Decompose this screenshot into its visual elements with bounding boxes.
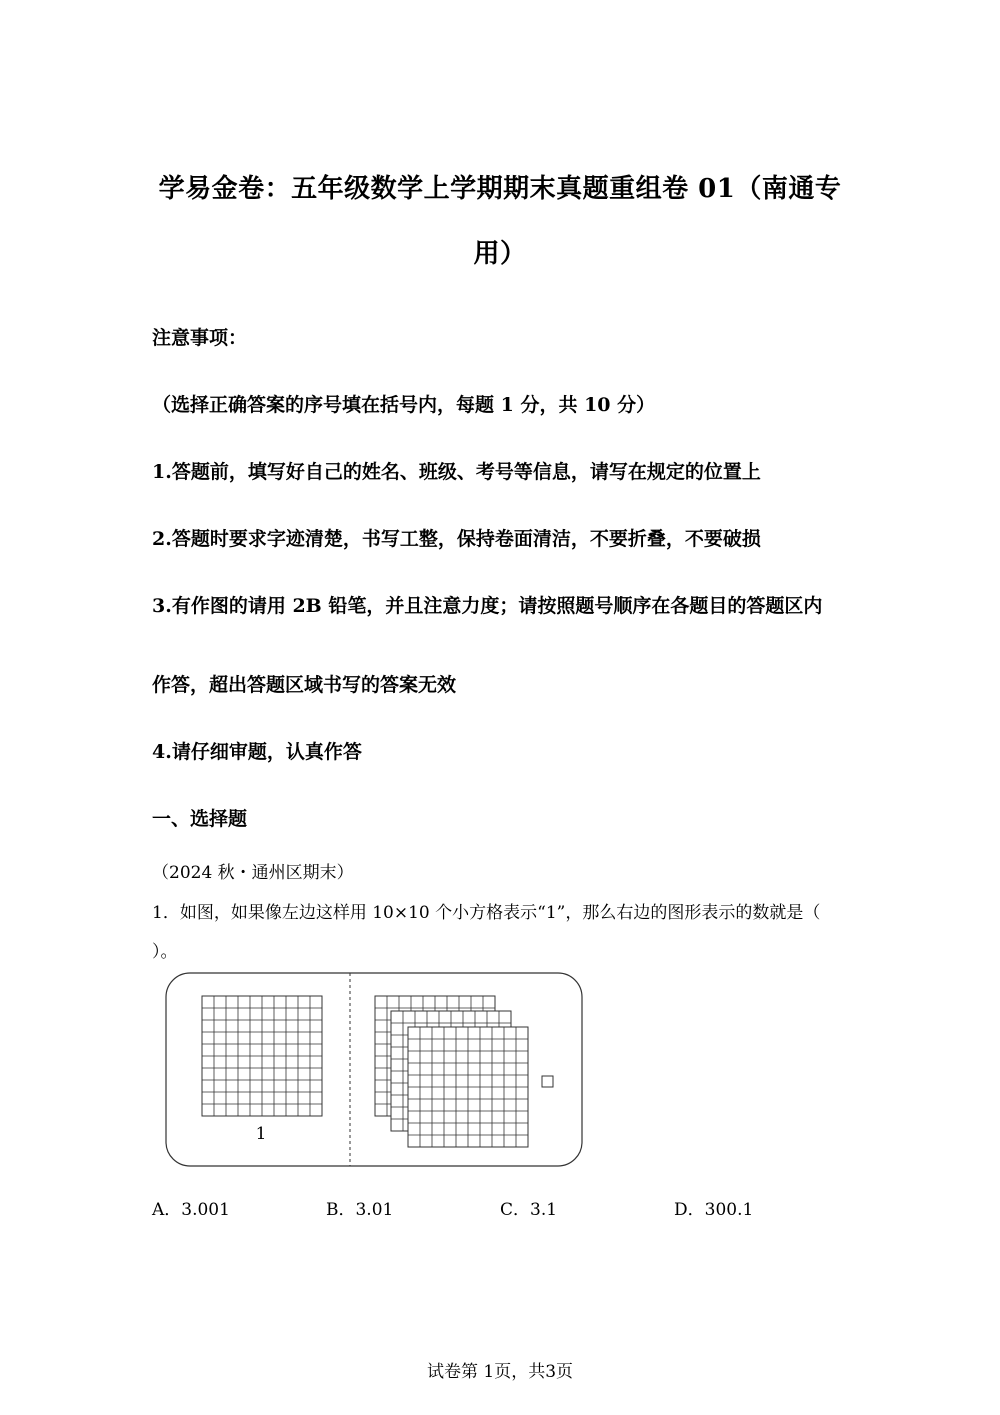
stacked-grid-3 — [408, 1027, 528, 1147]
notice-item-1: 1.答题前，填写好自己的姓名、班级、考号等信息，请写在规定的位置上 — [152, 461, 761, 483]
notice-subheading: （选择正确答案的序号填在括号内，每题 1 分，共 10 分） — [152, 394, 656, 416]
option-a: A．3.001 — [152, 1200, 230, 1220]
notice-item-4: 4.请仔细审题，认真作答 — [152, 741, 362, 763]
section-title: 一、选择题 — [152, 808, 248, 830]
notice-item-3: 3.有作图的请用 2B 铅笔，并且注意力度；请按照题号顺序在各题目的答题区内 — [152, 595, 823, 617]
figure-label-one: 1 — [255, 1124, 267, 1144]
page-footer: 试卷第 1页，共3页 — [426, 1362, 574, 1382]
page-title-line-2: 用） — [473, 239, 527, 269]
grid-group — [202, 996, 528, 1147]
question-source: （2024 秋・通州区期末） — [152, 863, 354, 883]
question-stem-line-2: ）。 — [152, 942, 178, 962]
option-b: B．3.01 — [326, 1200, 394, 1220]
notice-item-3-continued: 作答，超出答题区域书写的答案无效 — [152, 674, 457, 696]
notice-heading: 注意事项： — [152, 327, 248, 349]
notice-item-2: 2.答题时要求字迹清楚，书写工整，保持卷面清洁，不要折叠，不要破损 — [152, 528, 761, 550]
question-figure — [165, 971, 585, 1169]
single-small-square — [542, 1076, 553, 1087]
unit-grid-left — [202, 996, 322, 1116]
option-d: D．300.1 — [674, 1200, 754, 1220]
page-title-line-1: 学易金卷：五年级数学上学期期末真题重组卷 01（南通专 — [158, 174, 842, 204]
question-stem-line-1: 1．如图，如果像左边这样用 10×10 个小方格表示“1”，那么右边的图形表示的数就是（ — [152, 903, 821, 923]
option-c: C．3.1 — [500, 1200, 558, 1220]
